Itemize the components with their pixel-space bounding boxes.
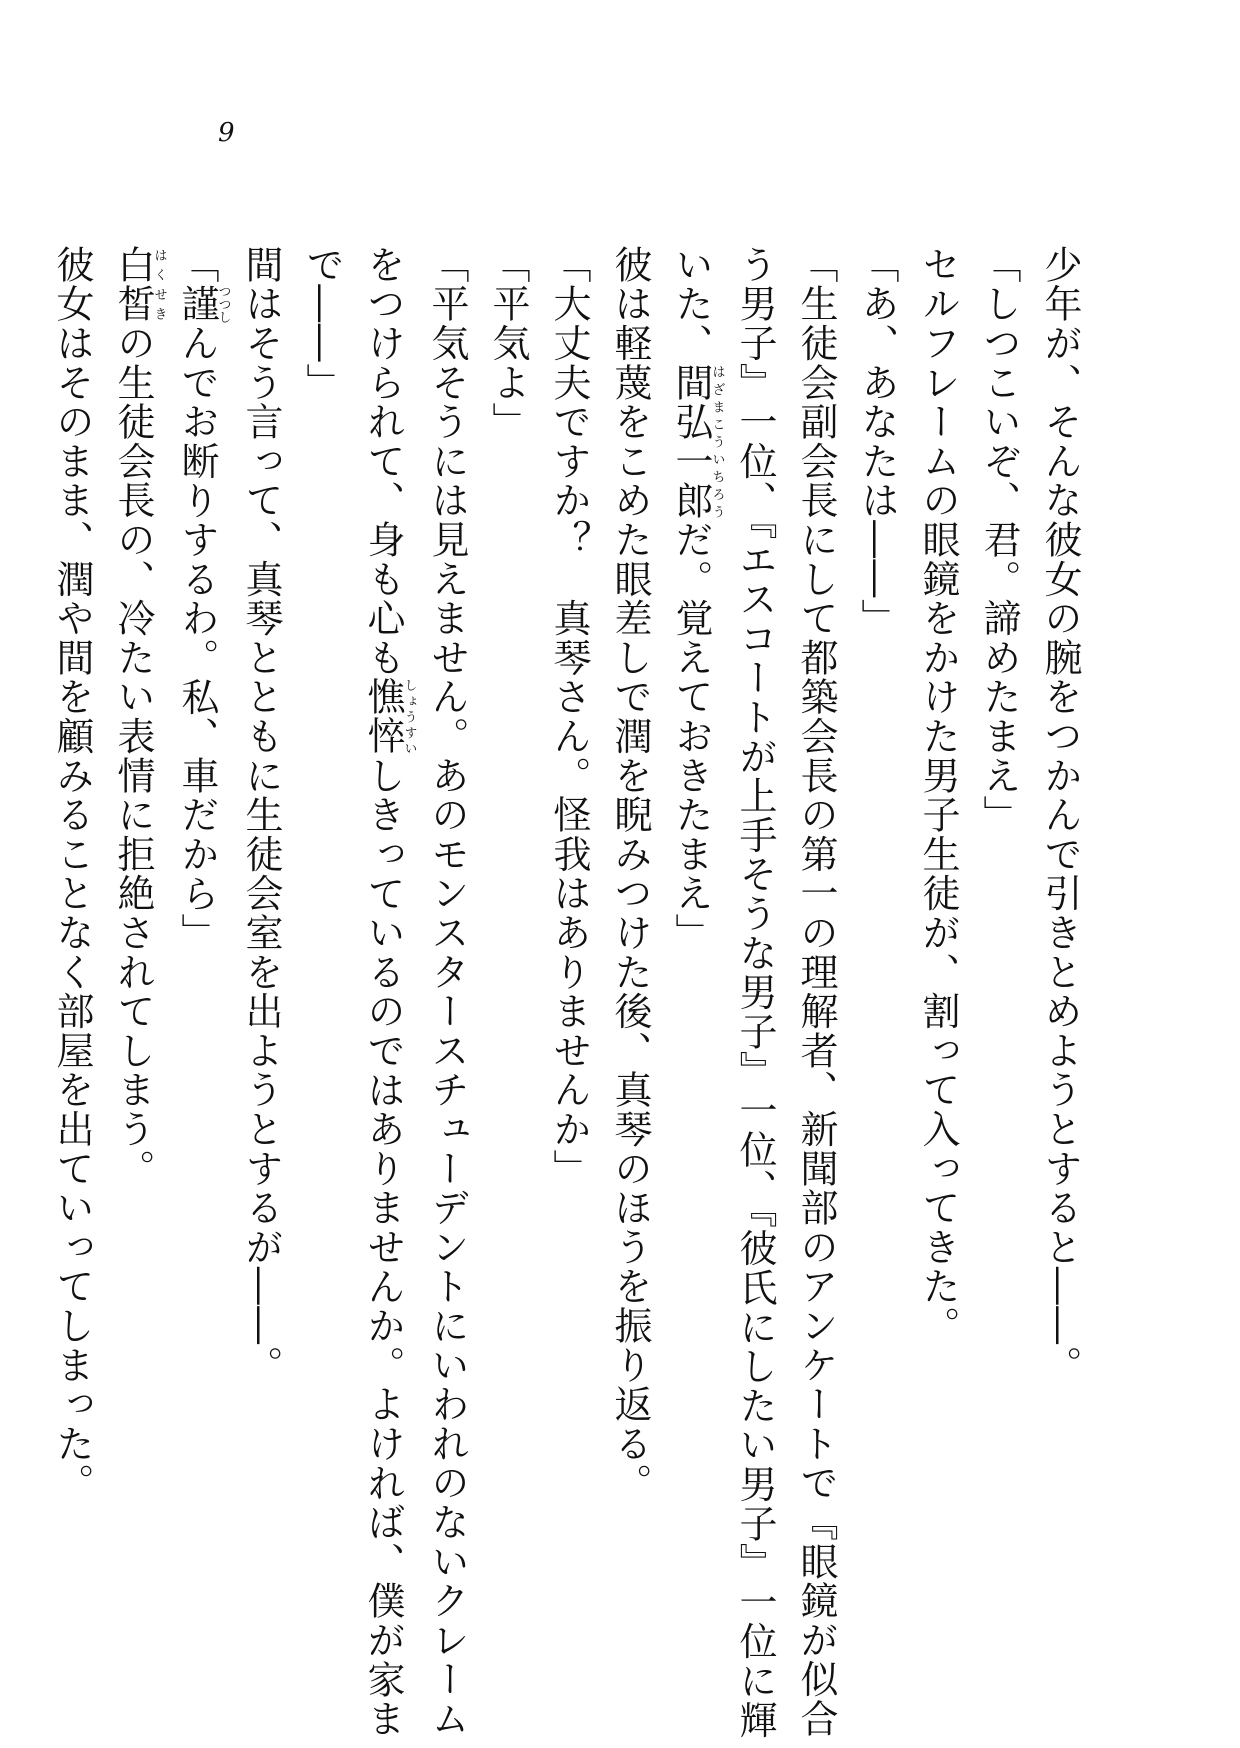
line-text-after: しきっているのではありませんか。よければ、僕が家ま bbox=[361, 755, 405, 1739]
text-line-with-ruby bbox=[102, 245, 166, 1645]
text-line: 「平気よ」 bbox=[486, 245, 530, 442]
text-line-with-ruby bbox=[352, 245, 417, 1739]
ruby-annotation bbox=[175, 284, 231, 324]
ruby-base: 白皙 bbox=[111, 245, 155, 324]
ruby-base: 間弘一郎 bbox=[669, 362, 713, 521]
line-text-after: んでお断りするわ。私、車だから」 bbox=[175, 323, 219, 953]
text-line: 「生徒会副会長にして都築会長の第一の理解者、新聞部のアンケートで『眼鏡が似合 bbox=[794, 245, 838, 1739]
text-line: 彼は軽蔑をこめた眼差しで潤を睨みつけた後、真琴のほうを振り返る。 bbox=[608, 245, 652, 1503]
vertical-text-body bbox=[41, 245, 1090, 1740]
text-line-with-ruby bbox=[166, 245, 230, 1645]
line-text-after: の生徒会長の、冷たい表情に拒絶されてしまう。 bbox=[111, 323, 155, 1189]
ruby-annotation bbox=[361, 677, 417, 756]
line-text-before: 「 bbox=[175, 245, 219, 285]
line-text-before: いた、 bbox=[669, 245, 713, 363]
text-line: 「あ、あなたは――」 bbox=[855, 245, 899, 638]
ruby-reading: しょうすい bbox=[401, 677, 417, 756]
text-line: 彼女はそのまま、潤や間を顧みることなく部屋を出ていってしまった。 bbox=[50, 245, 94, 1503]
ruby-base: 憔悴 bbox=[361, 677, 405, 756]
ruby-reading: つつし bbox=[215, 284, 231, 324]
text-line-with-ruby bbox=[660, 245, 724, 1645]
text-line: 「平気そうには見えません。あのモンスタースチューデントにいわれのないクレーム bbox=[425, 245, 469, 1739]
text-line: 「大丈夫ですか？ 真琴さん。怪我はありませんか」 bbox=[547, 245, 591, 1189]
text-line: で――」 bbox=[300, 245, 344, 403]
text-line: 間はそう言って、真琴とともに生徒会室を出ようとするが――。 bbox=[239, 245, 283, 1385]
page-number: 9 bbox=[218, 118, 235, 148]
text-line: 少年が、そんな彼女の腕をつかんで引きとめようとすると――。 bbox=[1038, 245, 1082, 1385]
text-line: 「しつこいぞ、君。諦めたまえ」 bbox=[977, 245, 1021, 835]
text-line: う男子』一位、『エスコートが上手そうな男子』一位、『彼氏にしたい男子』一位に輝 bbox=[733, 245, 777, 1740]
line-text-after: だ。覚えておきたまえ」 bbox=[669, 520, 713, 953]
ruby-annotation bbox=[669, 362, 725, 521]
line-text-before: をつけられて、身も心も bbox=[361, 245, 405, 678]
ruby-reading: はくせき bbox=[151, 245, 167, 324]
ruby-base: 謹 bbox=[175, 284, 219, 324]
ruby-annotation bbox=[111, 245, 167, 324]
ruby-reading: はざまこういちろう bbox=[709, 362, 725, 521]
text-line: セルフレームの眼鏡をかけた男子生徒が、割って入ってきた。 bbox=[916, 245, 960, 1346]
